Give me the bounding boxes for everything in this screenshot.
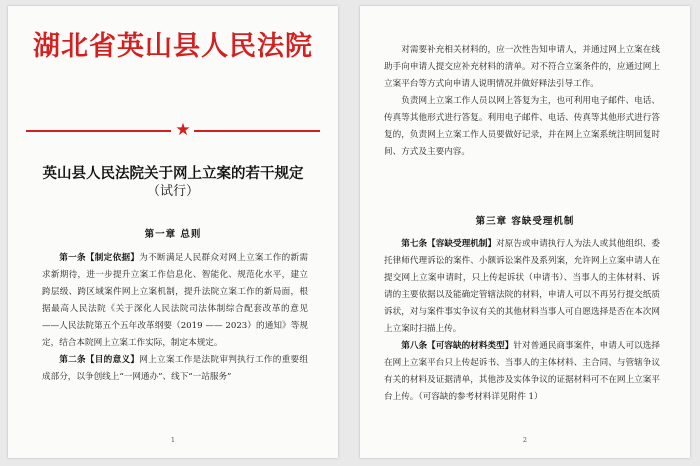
chapter1-heading: 第一章 总则 — [144, 229, 202, 240]
left-body — [42, 250, 308, 386]
article-1-label: 第一条【制定依据】 — [59, 253, 140, 263]
article-8 — [384, 338, 660, 406]
page-number: 1 — [170, 436, 176, 444]
right-page — [360, 6, 690, 458]
paragraph-2: 负责网上立案工作人员以网上答复为主，也可利用电子邮件、电话、传真等其他形式进行答复。利用电子邮件、电话、传真等其他形式进行答复的，负责网上立案工作人员要做好记录，并在网上立案系统注明回复时间、方式及主要内容。 — [384, 96, 660, 157]
document-title: 英山县人民法院关于网上立案的若干规定 — [42, 165, 304, 182]
article-1-text: 为不断满足人民群众对网上立案工作的新需求新期待，进一步提升立案工作信息化、智能化、规范化水平，建立跨层级、跨区域案件网上立案机制，提升法院立案工作的新局面，根据最高人民法院《关于深化人民法院司法体制综合配套改革的意见——人民法院第五个五年改革纲要（2019 —— 2023）的通知》等规定，结合本院网上立案工作实际，制定本规定。 — [42, 253, 308, 348]
star-icon: ★ — [175, 120, 191, 140]
article-8-label: 第八条【可容缺的材料类型】 — [401, 341, 514, 351]
chapter3-heading: 第三章 容缺受理机制 — [475, 216, 575, 227]
article-7 — [384, 236, 660, 338]
article-2 — [42, 352, 308, 386]
page-number: 2 — [522, 436, 528, 444]
red-divider-left — [26, 130, 171, 132]
article-2-text: 网上立案工作是法院审判执行工作的重要组成部分，以争创线上“一网通办”、线下“一站服务” — [42, 355, 308, 382]
article-7-text: 对原告或申请执行人为法人或其他组织、委托律师代理诉讼的案件、小额诉讼案件及系列案，允许网上立案申请人在提交网上立案申请时，只上传起诉状（申请书）、当事人的主体材料、诉请的主要依据以及能确定管辖法院的材料，申请人可以不再另行提交纸质诉状，对与案件事实争议有关的其他材料当事人可自愿选择是否在本次网上立案时扫描上传。 — [384, 239, 660, 334]
document-subtitle: （试行） — [146, 184, 199, 199]
article-7-label: 第七条【容缺受理机制】 — [401, 239, 497, 249]
court-name-header: 湖北省英山县人民法院 — [33, 31, 313, 62]
right-body-top — [384, 42, 660, 161]
article-2-label: 第二条【目的意义】 — [59, 355, 140, 365]
left-page — [8, 6, 338, 458]
article-1 — [42, 250, 308, 352]
right-body-bottom — [384, 236, 660, 406]
red-divider-right — [194, 130, 320, 132]
article-8-text: 针对普通民商事案件，申请人可以选择在网上立案平台只上传起诉书、当事人的主体材料、主合同、与管辖争议有关的材料及证据清单，其他涉及实体争议的证据材料可不在网上立案平台上传。（可容缺的参考材料详见附件 1） — [384, 341, 660, 402]
paragraph-1: 对需要补充相关材料的，应一次性告知申请人，并通过网上立案在线助手向申请人提交应补充材料的清单。对不符合立案条件的，应通过网上立案平台等方式向申请人说明情况并做好释法引导工作。 — [384, 45, 660, 89]
